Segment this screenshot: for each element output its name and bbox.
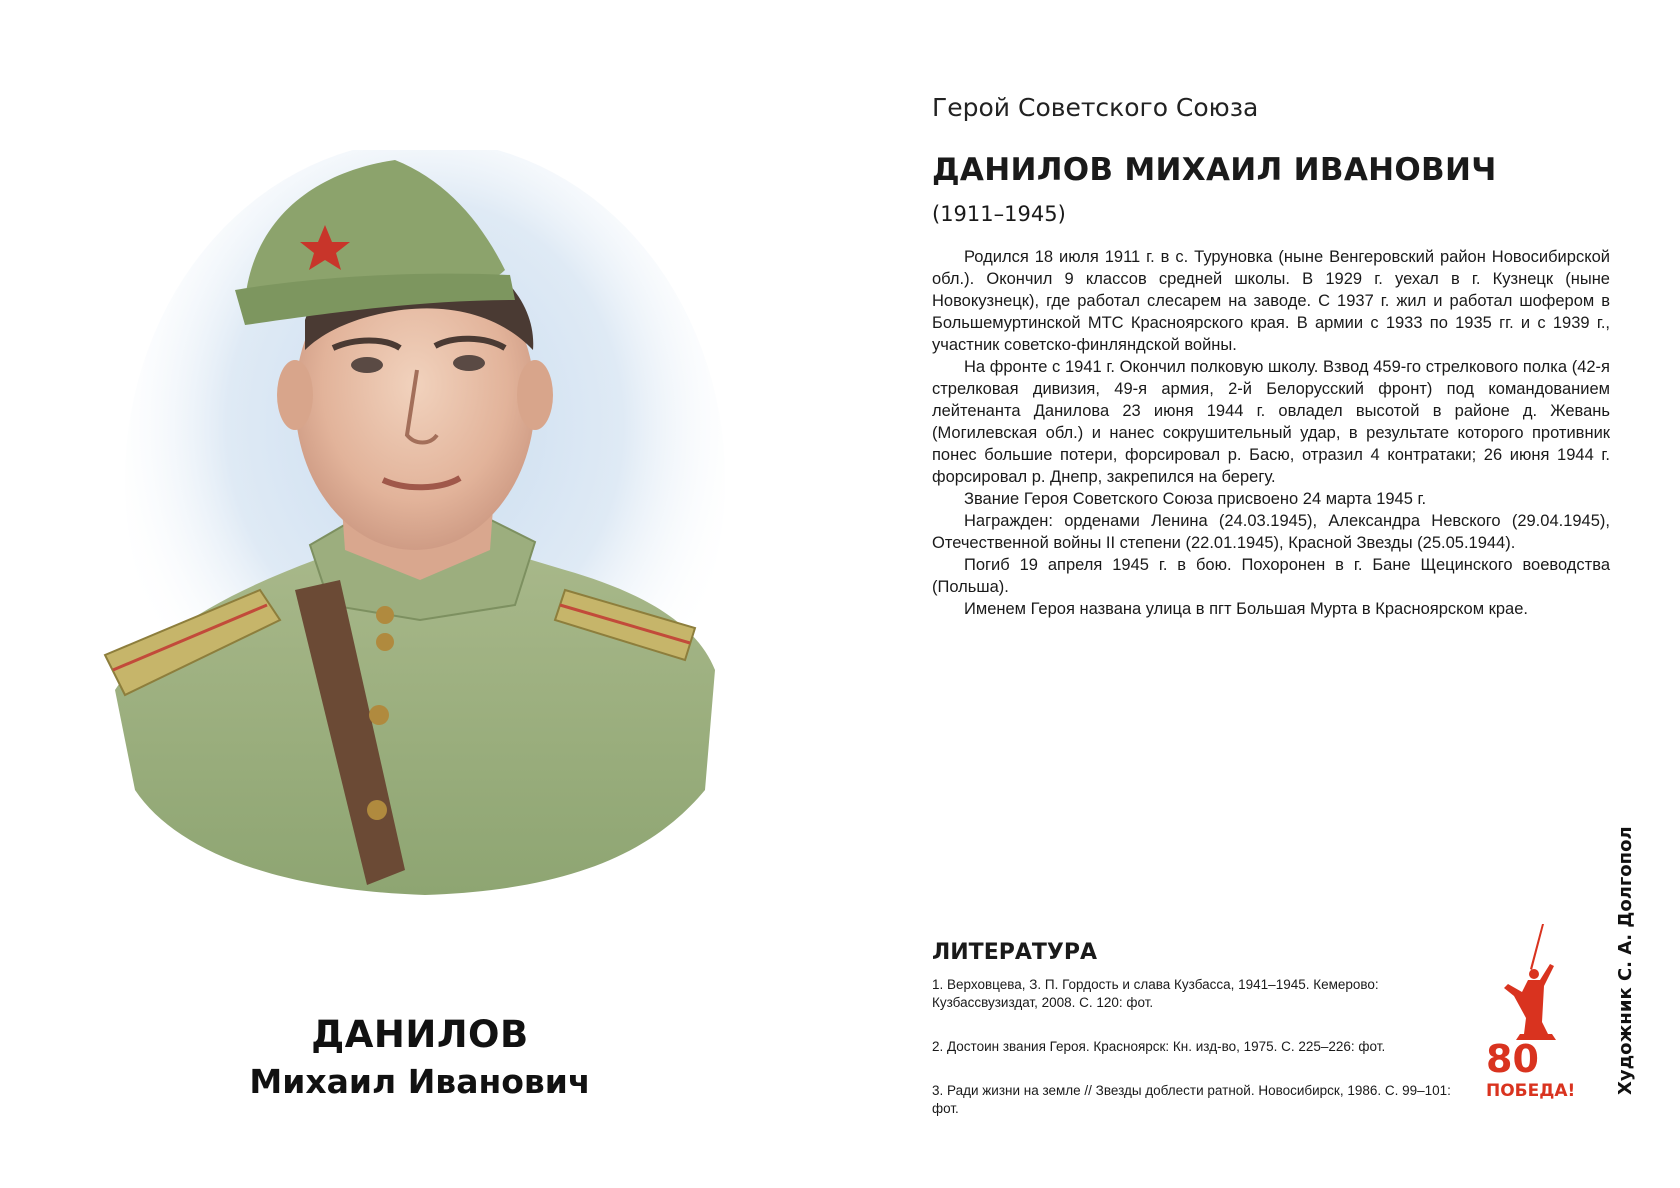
bio-paragraph: Погиб 19 апреля 1945 г. в бою. Похоронен в г. Бане Щецинского воеводства (Польша). <box>932 556 1610 596</box>
biography-section <box>932 90 1610 620</box>
caption-given-names: Михаил Иванович <box>249 1062 591 1101</box>
logo-number: 80 <box>1486 1037 1539 1081</box>
logo-text: ПОБЕДА! <box>1486 1081 1576 1100</box>
artist-credit: Художник С. А. Долгопол <box>1615 826 1636 1095</box>
hero-subtitle: Герой Советского Союза <box>932 93 1259 122</box>
biography-text <box>932 246 1610 620</box>
portrait-illustration <box>95 150 745 910</box>
literature-title: ЛИТЕРАТУРА <box>932 940 1097 965</box>
literature-item: 3. Ради жизни на земле // Звезды доблести ратной. Новосибирск, 1986. С. 99–101: фот. <box>932 1083 1451 1116</box>
soldier-portrait-icon <box>95 150 745 910</box>
bio-paragraph: Родился 18 июля 1911 г. в с. Туруновка (ныне Венгеровский район Новосибирской обл.). Окончил 9 классов средней школы. В 1929 г. уехал в г. Кузнецк (ныне Новокузнецк), где работал слесарем на заводе. С 1937 г. жил и работал шофером в Большемуртинской МТС Красноярского края. В армии с 1933 по 1935 гг. и с 1939 г., участник советско-финляндской войны. <box>932 248 1610 354</box>
bio-paragraph: На фронте с 1941 г. Окончил полковую школу. Взвод 459-го стрелкового полка (42-я стрелковая дивизия, 49-я армия, 2-й Белорусский фронт) под командованием лейтенанта Данилова 23 июня 1944 г. овладел высотой в районе д. Жевань (Могилевская обл.) и нанес сокрушительный удар, в результате которого противник понес большие потери, форсировал р. Басю, отразил 4 контратаки; 26 июня 1944 г. форсировал р. Днепр, закрепился на берегу. <box>932 358 1610 486</box>
bio-paragraph: Именем Героя названа улица в пгт Большая Мурта в Красноярском крае. <box>964 600 1528 618</box>
hero-years: (1911–1945) <box>932 202 1066 226</box>
motherland-calls-statue-icon <box>1504 924 1556 1040</box>
bio-paragraph: Звание Героя Советского Союза присвоено 24 марта 1945 г. <box>964 490 1427 508</box>
literature-list <box>932 976 1452 1118</box>
literature-item: 2. Достоин звания Героя. Красноярск: Кн. изд-во, 1975. С. 225–226: фот. <box>932 1039 1386 1054</box>
victory-80-logo <box>1484 922 1576 1100</box>
caption-surname: ДАНИЛОВ <box>311 1013 529 1056</box>
portrait-caption <box>95 1010 745 1104</box>
literature-section <box>932 938 1452 1144</box>
bio-paragraph: Награжден: орденами Ленина (24.03.1945), Александра Невского (29.04.1945), Отечественной войны II степени (22.01.1945), Красной Звезды (25.05.1944). <box>932 512 1610 552</box>
literature-item: 1. Верховцева, З. П. Гордость и слава Кузбасса, 1941–1945. Кемерово: Кузбассвузиздат, 2008. С. 120: фот. <box>932 977 1379 1010</box>
hero-name-title: ДАНИЛОВ МИХАИЛ ИВАНОВИЧ <box>932 152 1497 188</box>
